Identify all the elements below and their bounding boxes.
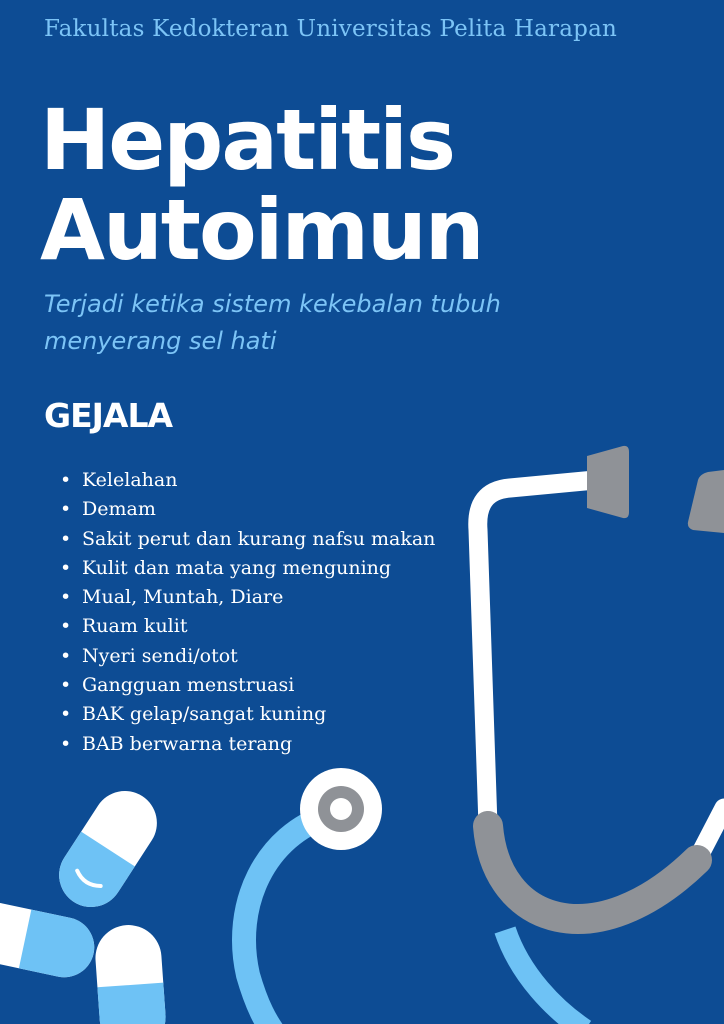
bullet-icon: • xyxy=(60,703,72,726)
pill-capsule-icon xyxy=(0,779,169,1024)
faculty-name: Fakultas Kedokteran Universitas Pelita Harapan xyxy=(44,16,617,42)
symptom-list xyxy=(60,466,435,759)
bullet-icon: • xyxy=(60,556,72,579)
subtitle-line-2: menyerang sel hati xyxy=(44,327,277,355)
bullet-icon: • xyxy=(60,527,72,550)
page-title-line-1: Hepatitis xyxy=(40,91,454,189)
bullet-icon: • xyxy=(60,586,72,609)
bullet-icon: • xyxy=(60,498,72,521)
bullet-icon: • xyxy=(60,732,72,755)
list-item xyxy=(60,495,435,524)
symptom-text: Kelelahan xyxy=(82,469,178,491)
bullet-icon: • xyxy=(60,615,72,638)
symptom-text: Mual, Muntah, Diare xyxy=(82,586,284,609)
symptom-text: Kulit dan mata yang menguning xyxy=(82,556,392,579)
bullet-icon: • xyxy=(60,644,72,667)
symptom-text: Sakit perut dan kurang nafsu makan xyxy=(82,527,436,550)
list-item xyxy=(60,525,435,554)
page-title-line-2: Autoimun xyxy=(40,181,483,279)
list-item xyxy=(60,466,435,495)
symptom-text: Nyeri sendi/otot xyxy=(82,644,238,667)
symptom-text: BAB berwarna terang xyxy=(82,732,293,755)
list-item xyxy=(60,700,435,729)
symptom-text: Demam xyxy=(82,498,156,521)
list-item xyxy=(60,612,435,641)
bullet-icon: • xyxy=(60,674,72,697)
bullet-icon: • xyxy=(60,469,72,491)
list-item xyxy=(60,554,435,583)
subtitle-line-1: Terjadi ketika sistem kekebalan tubuh xyxy=(44,290,501,318)
list-item xyxy=(60,730,435,759)
symptom-text: BAK gelap/sangat kuning xyxy=(82,703,327,726)
list-item xyxy=(60,583,435,612)
symptoms-heading: GEJALA xyxy=(44,396,173,435)
list-item xyxy=(60,671,435,700)
symptom-text: Gangguan menstruasi xyxy=(82,674,295,697)
list-item xyxy=(60,642,435,671)
symptom-text: Ruam kulit xyxy=(82,615,188,638)
